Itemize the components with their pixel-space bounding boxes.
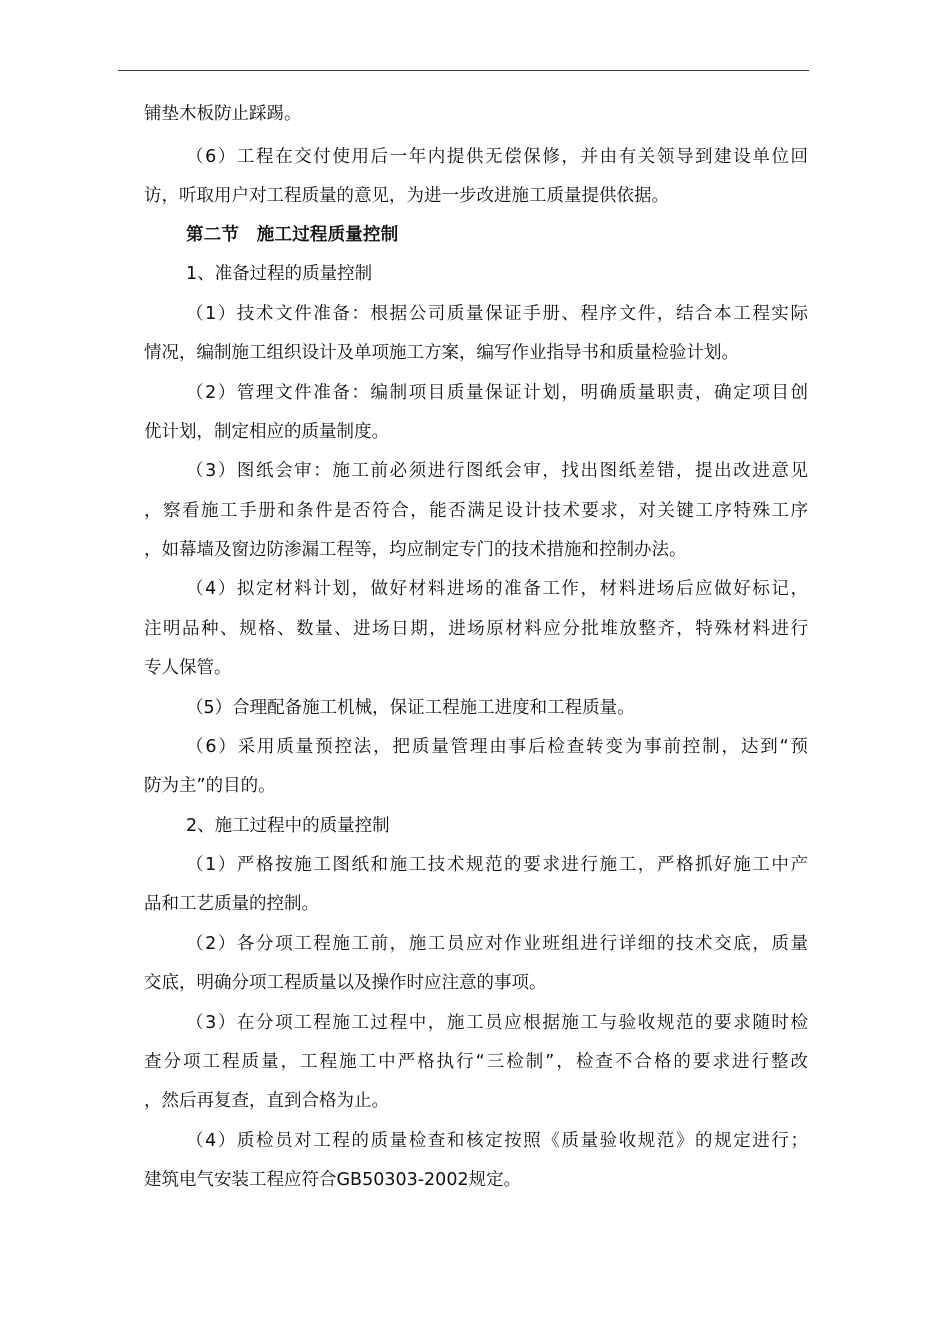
paragraph-line: （4）质检员对工程的质量检查和核定按照《质量验收规范》的规定进行；: [186, 1131, 808, 1151]
paragraph-line: 建筑电气安装工程应符合GB50303-2002规定。: [144, 1170, 522, 1190]
paragraph-line: （1）技术文件准备：根据公司质量保证手册、程序文件，结合本工程实际: [186, 304, 808, 324]
subsection-heading: 1、准备过程的质量控制: [186, 264, 373, 284]
paragraph-line: （6）工程在交付使用后一年内提供无偿保修，并由有关领导到建设单位回: [186, 147, 808, 167]
paragraph-line: （5）合理配备施工机械，保证工程施工进度和工程质量。: [186, 698, 635, 718]
section-heading: 第二节 施工过程质量控制: [186, 225, 399, 245]
paragraph-line: 专人保管。: [144, 658, 232, 678]
paragraph-line: （2）各分项工程施工前，施工员应对作业班组进行详细的技术交底，质量: [186, 934, 808, 954]
paragraph-line: （2）管理文件准备：编制项目质量保证计划，明确质量职责，确定项目创: [186, 383, 808, 403]
paragraph-line: 访，听取用户对工程质量的意见，为进一步改进施工质量提供依据。: [144, 186, 669, 206]
paragraph-line: 注明品种、规格、数量、进场日期，进场原材料应分批堆放整齐，特殊材料进行: [144, 619, 808, 639]
paragraph-line: （3）在分项工程施工过程中，施工员应根据施工与验收规范的要求随时检: [186, 1013, 808, 1033]
paragraph-line: ，然后再复查，直到合格为止。: [144, 1091, 389, 1111]
paragraph-line: （1）严格按施工图纸和施工技术规范的要求进行施工，严格抓好施工中产: [186, 855, 808, 875]
header-rule: [118, 70, 809, 71]
paragraph-line: 防为主”的目的。: [144, 776, 276, 796]
paragraph-line: 查分项工程质量，工程施工中严格执行“三检制”，检查不合格的要求进行整改: [144, 1052, 808, 1072]
paragraph-line: ，察看施工手册和条件是否符合，能否满足设计技术要求，对关键工序特殊工序: [144, 501, 808, 521]
paragraph-line: 情况，编制施工组织设计及单项施工方案，编写作业指导书和质量检验计划。: [144, 343, 739, 363]
paragraph-line: 品和工艺质量的控制。: [144, 894, 319, 914]
subsection-heading: 2、施工过程中的质量控制: [186, 816, 390, 836]
paragraph-line: ，如幕墙及窗边防渗漏工程等，均应制定专门的技术措施和控制办法。: [144, 540, 687, 560]
paragraph-line: （4）拟定材料计划，做好材料进场的准备工作，材料进场后应做好标记，: [186, 579, 808, 599]
paragraph-line: （6）采用质量预控法，把质量管理由事后检查转变为事前控制，达到“预: [186, 737, 808, 757]
paragraph-line: 优计划，制定相应的质量制度。: [144, 422, 389, 442]
paragraph-line: 交底，明确分项工程质量以及操作时应注意的事项。: [144, 973, 547, 993]
paragraph-line: 铺垫木板防止踩踢。: [144, 104, 302, 124]
paragraph-line: （3）图纸会审：施工前必须进行图纸会审，找出图纸差错，提出改进意见: [186, 461, 808, 481]
